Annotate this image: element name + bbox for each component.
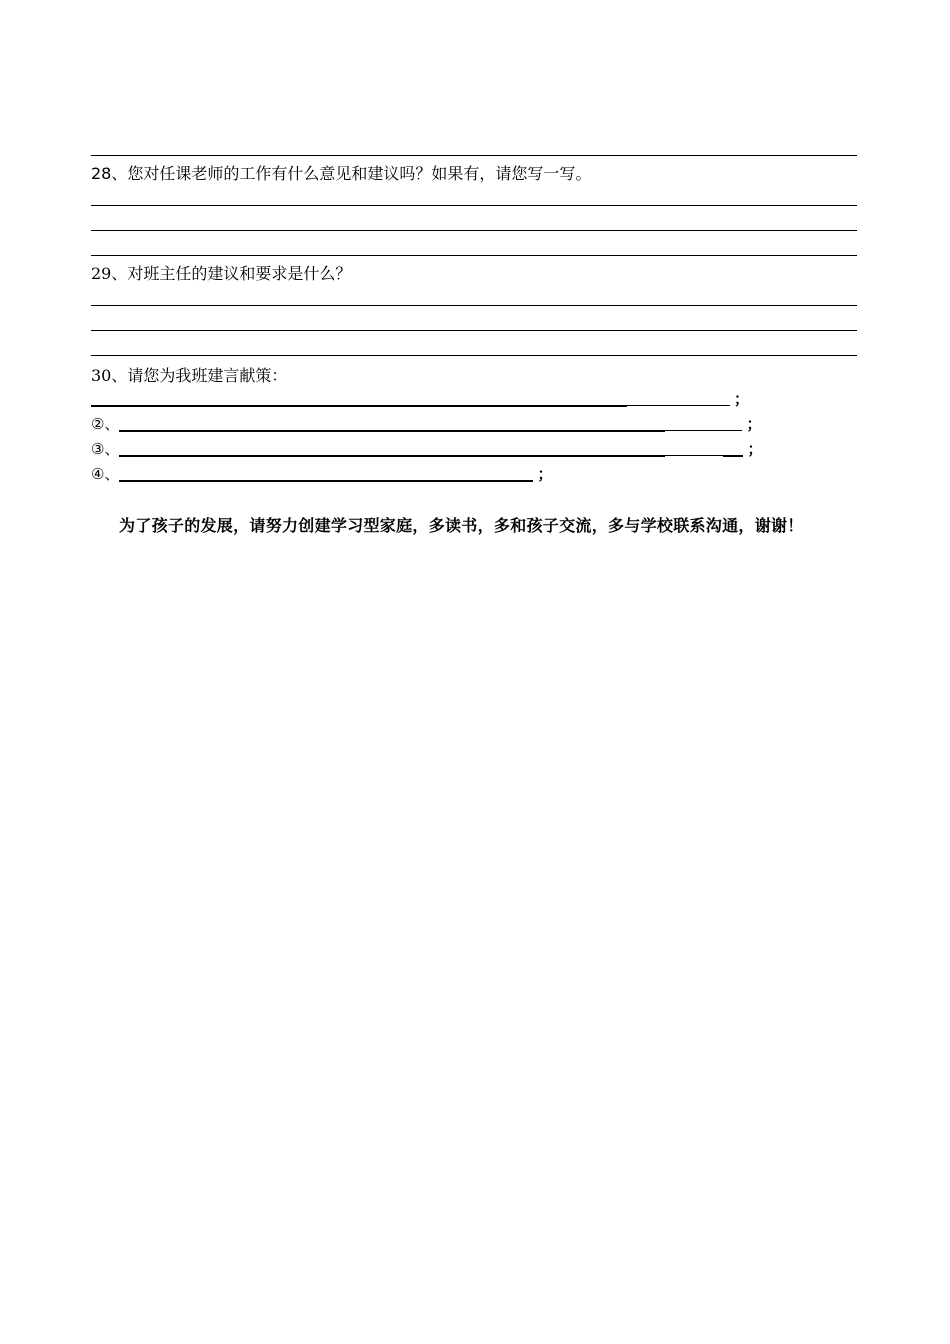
suggestion-item-1 bbox=[91, 389, 749, 409]
question-30: 30、请您为我班建言献策： bbox=[91, 366, 288, 385]
answer-line[interactable] bbox=[91, 330, 857, 331]
suggestion-blank-1[interactable] bbox=[91, 389, 627, 407]
suggestion-blank-2-ext[interactable] bbox=[665, 414, 742, 431]
suggestion-blank-3[interactable] bbox=[119, 439, 665, 457]
answer-line[interactable] bbox=[91, 230, 857, 231]
answer-line[interactable] bbox=[91, 205, 857, 206]
suggestion-item-3 bbox=[91, 439, 762, 459]
suggestion-blank-1-ext[interactable] bbox=[627, 389, 730, 406]
semicolon: ； bbox=[747, 440, 763, 458]
semicolon: ； bbox=[746, 415, 762, 433]
semicolon: ； bbox=[734, 390, 750, 408]
suggestion-blank-3-ext[interactable] bbox=[665, 439, 723, 456]
semicolon: ； bbox=[537, 465, 553, 483]
closing-message: 为了孩子的发展，请努力创建学习型家庭，多读书，多和孩子交流，多与学校联系沟通，谢谢！ bbox=[119, 516, 804, 535]
suggestion-item-2 bbox=[91, 414, 761, 434]
suggestion-blank-3-tail[interactable] bbox=[723, 439, 743, 457]
answer-line[interactable] bbox=[91, 255, 857, 256]
item-number-2: ②、 bbox=[91, 415, 120, 433]
suggestion-blank-4[interactable] bbox=[119, 464, 533, 482]
item-number-3: ③、 bbox=[91, 440, 120, 458]
suggestion-blank-2[interactable] bbox=[119, 414, 665, 432]
question-28: 28、您对任课老师的工作有什么意见和建议吗？如果有，请您写一写。 bbox=[91, 164, 592, 183]
answer-line[interactable] bbox=[91, 305, 857, 306]
item-number-4: ④、 bbox=[91, 465, 120, 483]
suggestion-item-4 bbox=[91, 464, 552, 484]
question-29: 29、对班主任的建议和要求是什么？ bbox=[91, 264, 352, 283]
answer-line[interactable] bbox=[91, 355, 857, 356]
answer-line bbox=[91, 155, 857, 156]
